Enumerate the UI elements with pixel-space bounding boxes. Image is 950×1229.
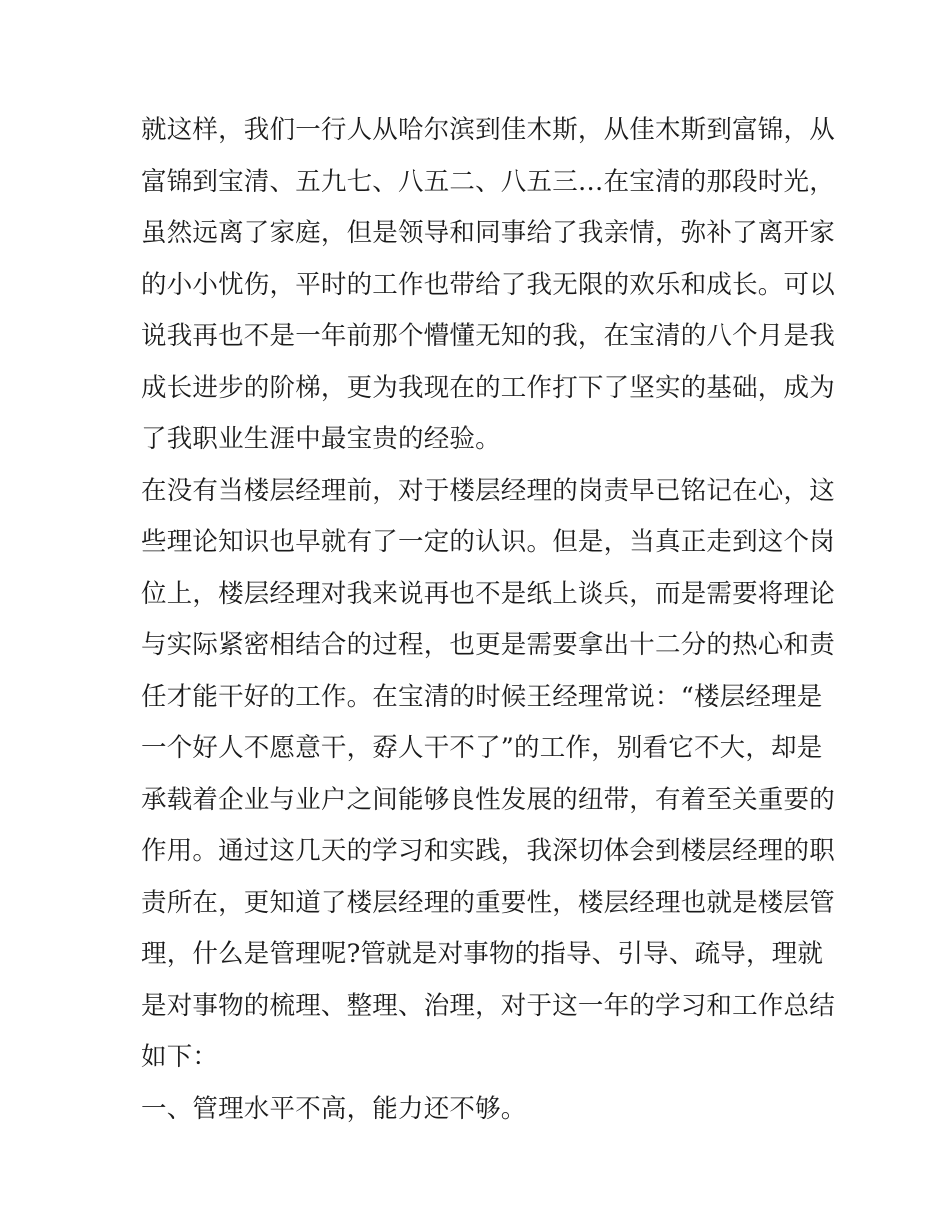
text-line: 在没有当楼层经理前，对于楼层经理的岗责早已铭记在心，这: [141, 475, 835, 506]
text-line: 就这样，我们一行人从哈尔滨到佳木斯，从佳木斯到富锦，从: [141, 115, 835, 145]
text-line: 了我职业生涯中最宝贵的经验。: [141, 424, 501, 454]
text-line: 责所在，更知道了楼层经理的重要性，楼层经理也就是楼层管: [141, 887, 835, 918]
text-line: 承载着企业与业户之间能够良性发展的纽带，有着至关重要的: [141, 784, 835, 815]
text-line: 是对事物的梳理、整理、治理，对于这一年的学习和工作总结: [141, 990, 835, 1021]
text-line: 任才能干好的工作。在宝清的时候王经理常说：“楼层经理是: [141, 681, 823, 712]
text-line: 如下：: [141, 1042, 219, 1072]
text-line: 说我再也不是一年前那个懵懂无知的我，在宝清的八个月是我: [141, 321, 835, 351]
section-heading-1: [141, 1084, 821, 1136]
text-line: 与实际紧密相结合的过程，也更是需要拿出十二分的热心和责: [141, 630, 835, 660]
text-line: 成长进步的阶梯，更为我现在的工作打下了坚实的基础，成为: [141, 372, 835, 403]
paragraph-1: [141, 105, 835, 466]
text-line: 作用。通过这几天的学习和实践，我深切体会到楼层经理的职: [141, 836, 835, 866]
heading-line: 一、管理水平不高，能力还不够。: [141, 1093, 527, 1124]
text-line: 虽然远离了家庭，但是领导和同事给了我亲情，弥补了离开家: [141, 218, 835, 248]
text-line: 的小小忧伤，平时的工作也带给了我无限的欢乐和成长。可以: [141, 269, 835, 300]
text-line: 富锦到宝清、五九七、八五二、八五三…在宝清的那段时光，: [141, 166, 835, 197]
document-body: [141, 105, 835, 1135]
text-line: 些理论知识也早就有了一定的认识。但是，当真正走到这个岗: [141, 527, 835, 557]
text-line: 一个好人不愿意干，孬人干不了”的工作，别看它不大，却是: [141, 733, 823, 763]
paragraph-2: [141, 466, 835, 1084]
text-line: 理，什么是管理呢?管就是对事物的指导、引导、疏导，理就: [141, 939, 824, 969]
text-line: 位上，楼层经理对我来说再也不是纸上谈兵，而是需要将理论: [141, 578, 835, 609]
